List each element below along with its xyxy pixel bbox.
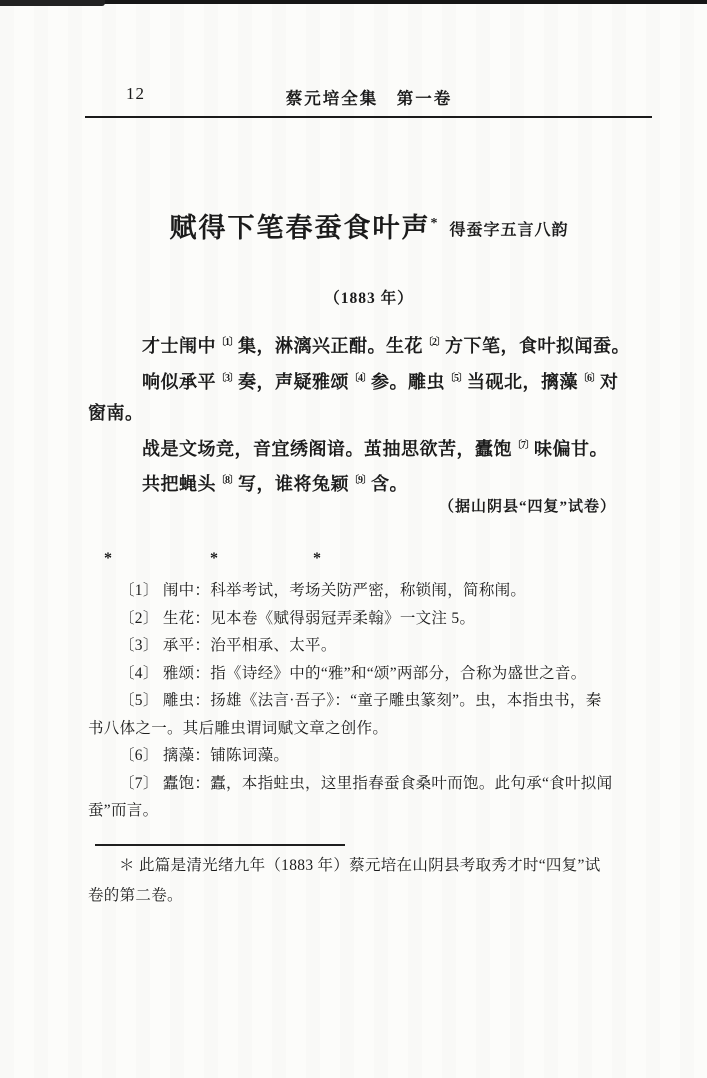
header-rule	[85, 116, 652, 118]
annotation-line: 书八体之一。其后雕虫谓词赋文章之创作。	[88, 719, 389, 737]
annotation-line: 〔7〕 蠹饱：蠹，本指蛀虫，这里指春蚕食桑叶而饱。此句承“食叶拟闻	[119, 774, 613, 792]
poem-body	[88, 327, 650, 501]
poem-text: 才士闱中	[142, 336, 216, 356]
separator-asterisk: *	[104, 550, 112, 567]
footnote-marker: 〔1〕	[216, 337, 238, 348]
annotation-line: 〔5〕 雕虫：扬雄《法言·吾子》：“童子雕虫篆刻”。虫，本指虫书，秦	[119, 692, 602, 709]
separator-asterisk: *	[210, 550, 218, 567]
annotation-line: 〔3〕 承平：治平相承、太平。	[119, 637, 337, 654]
annotation-line: 〔2〕 生花：见本卷《赋得弱冠弄柔翰》一文注 5。	[119, 609, 476, 627]
poem-text: 参。雕虫	[371, 371, 445, 392]
poem-text: 味偏甘。	[534, 438, 608, 459]
poem-text: 方下笔，食叶拟闻蚕。	[445, 336, 630, 356]
footnote-marker: 〔3〕	[216, 372, 238, 384]
scan-corner-artifact	[0, 0, 105, 6]
bottom-footnote	[88, 851, 650, 911]
footnote-marker: 〔4〕	[349, 372, 371, 384]
source-attribution: （据山阴县“四复”试卷）	[438, 499, 616, 515]
footnote-marker: 〔2〕	[423, 337, 445, 348]
separator-asterisk: *	[313, 550, 321, 567]
poem-text: 战是文场竞，音宜绣阁谙。茧抽思欲苦，蠹饱	[142, 438, 512, 459]
footnote-line: ＊ 此篇是清光绪九年（1883 年）蔡元培在山阴县考取秀才时“四复”试	[119, 857, 601, 874]
annotation-line: 〔1〕 闱中：科举考试，考场关防严密，称锁闱，简称闱。	[119, 582, 527, 599]
poem-text: 含。	[371, 474, 408, 494]
page-number: 12	[126, 84, 145, 103]
annotation-line: 〔4〕 雅颂：指《诗经》中的“雅”和“颂”两部分，合称为盛世之音。	[119, 664, 587, 682]
poem-text: 窗南。	[88, 403, 144, 423]
poem-text: 写，谁将兔颖	[238, 474, 349, 494]
article-date: （1883 年）	[324, 290, 414, 307]
poem-text: 对	[600, 371, 619, 392]
footnote-line: 卷的第二卷。	[88, 887, 183, 904]
annotation-line: 蚕”而言。	[88, 802, 159, 819]
footnote-separator-rule	[95, 844, 345, 846]
poem-line	[88, 363, 650, 399]
poem-text: 当砚北，摛藻	[467, 371, 578, 392]
footnote-marker: 〔8〕	[216, 475, 238, 486]
scan-top-edge-artifact	[0, 0, 707, 4]
page-header	[88, 84, 650, 108]
poem-line	[88, 398, 650, 430]
asterisk-separator	[88, 550, 650, 570]
poem-text: 奏，声疑雅颂	[238, 371, 349, 392]
poem-line	[88, 327, 650, 363]
title-footnote-marker: *	[430, 216, 438, 231]
poem-text: 集，淋漓兴正酣。生花	[238, 336, 423, 356]
annotations-block	[88, 577, 650, 825]
footnote-marker: 〔9〕	[349, 475, 371, 486]
poem-text: 响似承平	[142, 371, 216, 392]
article-title-row	[88, 206, 650, 245]
poem-line	[88, 430, 650, 466]
footnote-marker: 〔5〕	[445, 372, 467, 384]
annotation-line: 〔6〕 摛藻：铺陈词藻。	[119, 747, 290, 764]
article-title: 赋得下笔春蚕食叶声	[169, 213, 431, 243]
footnote-marker: 〔6〕	[578, 372, 600, 384]
running-title: 蔡元培全集 第一卷	[285, 89, 453, 108]
poem-text: 共把蝇头	[142, 474, 216, 494]
article-subtitle: 得蚕字五言八韵	[449, 222, 569, 239]
footnote-marker: 〔7〕	[512, 439, 534, 451]
